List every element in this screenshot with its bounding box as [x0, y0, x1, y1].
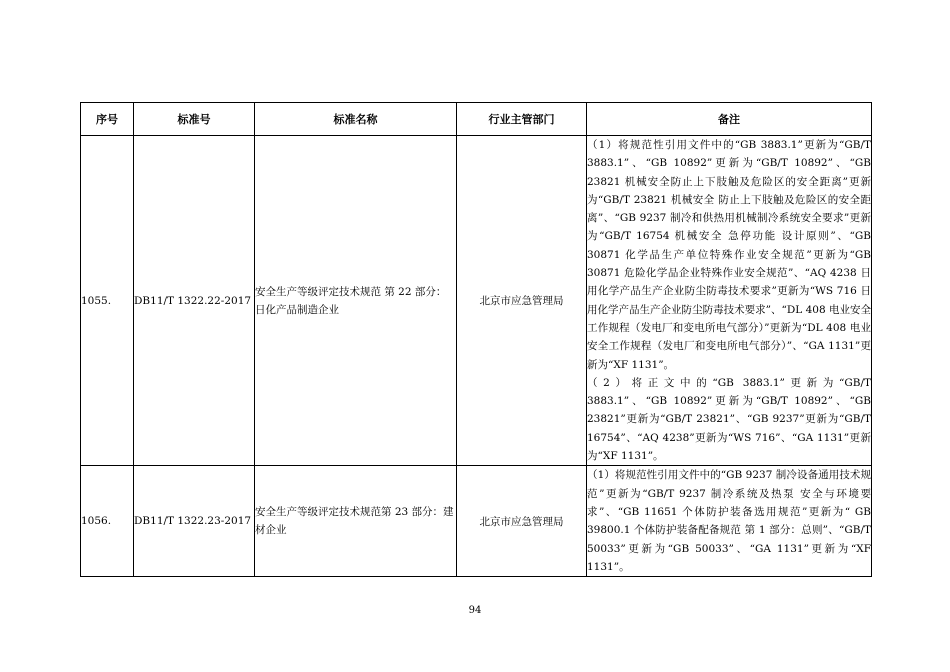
cell-notes	[587, 466, 872, 577]
cell-department: 北京市应急管理局	[457, 136, 587, 466]
note-paragraph: （1）将规范性引用文件中的“GB 3883.1”更新为“GB/T 3883.1”、“GB 10892”更新为“GB/T 10892”、“GB 23821 机械安全防止上下肢触及危险区的安全距离”更新为“GB/T 23821 机械安全 防止上下肢触及危险区的安全距离”、“GB 9237 制冷和供热用机械制冷系统安全要求”更新为“GB/T 16754 机械安全 急停功能 设计原则”、“GB 30871 化学品生产单位特殊作业安全规范”更新为“GB 30871 危险化学品企业特殊作业安全规范”、“AQ 4238 日用化学产品生产企业防尘防毒技术要求”更新为“WS 716 日用化学产品生产企业防尘防毒技术要求”、“DL 408 电业安全工作规程（发电厂和变电所电气部分）”更新为“DL 408 电业安全工作规程（发电厂和变电所电气部分）”、“GA 1131”更新为“XF 1131”。	[587, 139, 871, 371]
page-number: 94	[468, 605, 482, 616]
note-paragraph: （1）将规范性引用文件中的“GB 9237 制冷设备通用技术规范”更新为“GB/T 9237 制冷系统及热泵 安全与环境要求”、“GB 11651 个体防护装备选用规范”更新为“ GB 39800.1 个体防护装备配备规范 第 1 部分：总则”、“GB/T 50033”更新为“GB 50033”、“GA 1131”更新为“XF 1131”。	[587, 469, 871, 573]
note-paragraph: （2）将正文中的“GB 3883.1”更新为“GB/T 3883.1”、“GB 10892”更新为“GB/T 10892”、“GB 23821”更新为“GB/T 23821”、“GB 9237”更新为“GB/T 16754”、“AQ 4238”更新为“WS 716”、“GA 1131”更新为“XF 1131”。	[587, 376, 871, 463]
standards-table	[80, 102, 872, 577]
table-row	[81, 466, 872, 577]
cell-notes	[587, 136, 872, 466]
cell-standard-code: DB11/T 1322.22-2017	[134, 136, 255, 466]
cell-standard-name: 安全生产等级评定技术规范 第 22 部分：日化产品制造企业	[255, 136, 457, 466]
cell-standard-name: 安全生产等级评定技术规范第 23 部分：建材企业	[255, 466, 457, 577]
header-department: 行业主管部门	[457, 103, 587, 136]
header-seq: 序号	[81, 103, 134, 136]
table-header-row	[81, 103, 872, 136]
header-standard-name: 标准名称	[255, 103, 457, 136]
cell-seq: 1055.	[81, 136, 134, 466]
header-standard-code: 标准号	[134, 103, 255, 136]
cell-seq: 1056.	[81, 466, 134, 577]
header-notes: 备注	[587, 103, 872, 136]
cell-department: 北京市应急管理局	[457, 466, 587, 577]
table-row	[81, 136, 872, 466]
cell-standard-code: DB11/T 1322.23-2017	[134, 466, 255, 577]
